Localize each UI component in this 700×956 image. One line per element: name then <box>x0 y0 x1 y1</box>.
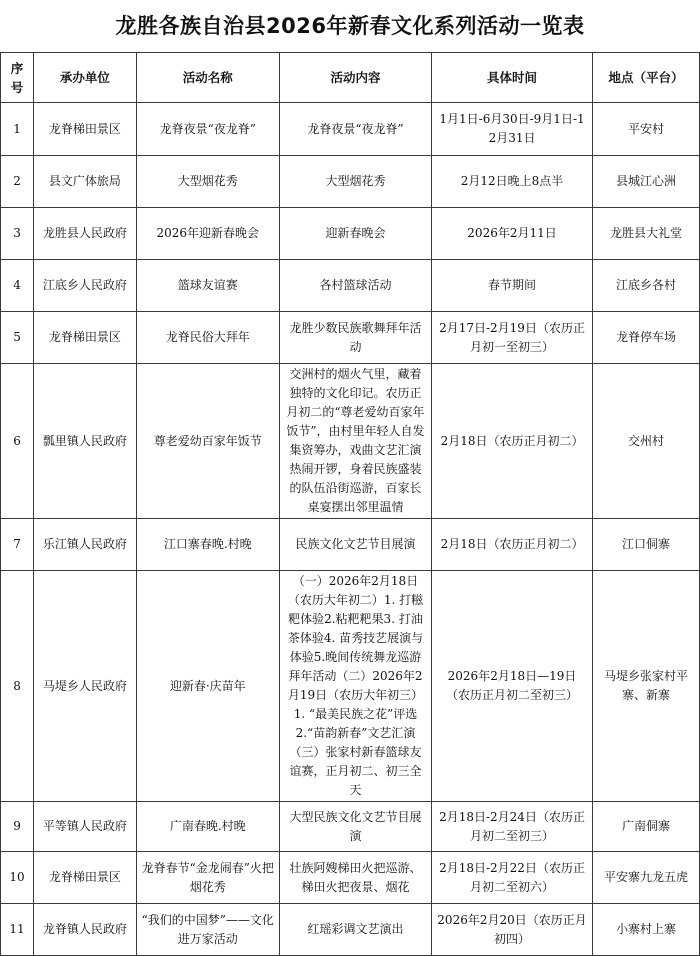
row-time: 2026年2月11日 <box>432 208 593 260</box>
activities-table <box>0 52 700 956</box>
row-time: 2026年2月20日（农历正月初四） <box>432 904 593 956</box>
table-row <box>1 103 700 156</box>
row-time: 2月12日晚上8点半 <box>432 156 593 208</box>
row-name: 迎新春·庆苗年 <box>136 571 279 802</box>
table-row <box>1 519 700 571</box>
row-no: 9 <box>1 802 34 852</box>
row-no: 10 <box>1 852 34 904</box>
row-org: 龙脊镇人民政府 <box>34 904 137 956</box>
row-org: 乐江镇人民政府 <box>34 519 137 571</box>
row-content: 红瑶彩调文艺演出 <box>279 904 431 956</box>
row-content: 民族文化文艺节目展演 <box>279 519 431 571</box>
header-name: 活动名称 <box>136 53 279 103</box>
row-name: 篮球友谊赛 <box>136 260 279 312</box>
header-org: 承办单位 <box>34 53 137 103</box>
row-content: 迎新春晚会 <box>279 208 431 260</box>
table-row <box>1 364 700 519</box>
row-no: 4 <box>1 260 34 312</box>
row-org: 龙胜县人民政府 <box>34 208 137 260</box>
header-content: 活动内容 <box>279 53 431 103</box>
row-org: 龙脊梯田景区 <box>34 312 137 364</box>
row-content: 各村篮球活动 <box>279 260 431 312</box>
row-time: 春节期间 <box>432 260 593 312</box>
table-row <box>1 852 700 904</box>
row-place: 平安寨九龙五虎 <box>593 852 700 904</box>
row-content: 龙脊夜景“夜龙脊” <box>279 103 431 156</box>
row-org: 龙脊梯田景区 <box>34 852 137 904</box>
row-org: 龙脊梯田景区 <box>34 103 137 156</box>
row-place: 小寨村上寨 <box>593 904 700 956</box>
row-no: 5 <box>1 312 34 364</box>
row-org: 马堤乡人民政府 <box>34 571 137 802</box>
header-place: 地点（平台） <box>593 53 700 103</box>
row-place: 江口侗寨 <box>593 519 700 571</box>
row-name: 尊老爱幼百家年饭节 <box>136 364 279 519</box>
header-no: 序号 <box>1 53 34 103</box>
row-name: 龙脊春节“金龙闹春”火把烟花秀 <box>136 852 279 904</box>
row-no: 3 <box>1 208 34 260</box>
row-no: 2 <box>1 156 34 208</box>
row-content: 交洲村的烟火气里，藏着独特的文化印记。农历正月初二的“尊老爱幼百家年饭节”，由村里年轻人自发集资筹办，戏曲文艺汇演热闹开锣，身着民族盛装的队伍沿街巡游，百家长桌宴摆出邻里温情 <box>279 364 431 519</box>
row-content: 大型民族文化文艺节目展演 <box>279 802 431 852</box>
row-time: 2月18日-2月24日（农历正月初二至初三） <box>432 802 593 852</box>
row-content: （一）2026年2月18日（农历大年初二）1. 打糍粑体验2.粘粑粑果3. 打油茶体验4. 苗秀技艺展演与体验5.晚间传统舞龙巡游拜年活动（二）2026年2月19日（农历大年初三）1. “最美民族之花”评选2.“苗韵新春”文艺汇演（三）张家村新春篮球友谊赛，正月初二、初三全天 <box>279 571 431 802</box>
header-time: 具体时间 <box>432 53 593 103</box>
row-name: 广南春晚.村晚 <box>136 802 279 852</box>
table-row <box>1 571 700 802</box>
row-place: 龙脊停车场 <box>593 312 700 364</box>
row-name: 龙脊民俗大拜年 <box>136 312 279 364</box>
row-name: 大型烟花秀 <box>136 156 279 208</box>
row-name: “我们的中国梦”——文化进万家活动 <box>136 904 279 956</box>
row-name: 江口寨春晚.村晚 <box>136 519 279 571</box>
row-time: 2月18日-2月22日（农历正月初二至初六） <box>432 852 593 904</box>
row-no: 7 <box>1 519 34 571</box>
row-org: 江底乡人民政府 <box>34 260 137 312</box>
row-no: 6 <box>1 364 34 519</box>
document-title: 龙胜各族自治县2026年新春文化系列活动一览表 <box>115 14 585 38</box>
table-row <box>1 312 700 364</box>
row-no: 11 <box>1 904 34 956</box>
row-time: 1月1日-6月30日-9月1日-12月31日 <box>432 103 593 156</box>
row-place: 县城江心洲 <box>593 156 700 208</box>
row-place: 龙胜县大礼堂 <box>593 208 700 260</box>
table-row <box>1 156 700 208</box>
row-org: 平等镇人民政府 <box>34 802 137 852</box>
row-org: 县文广体旅局 <box>34 156 137 208</box>
row-no: 8 <box>1 571 34 802</box>
row-place: 平安村 <box>593 103 700 156</box>
table-row <box>1 904 700 956</box>
row-name: 龙脊夜景“夜龙脊” <box>136 103 279 156</box>
table-header-row <box>1 53 700 103</box>
row-content: 壮族阿嫂梯田火把巡游、梯田火把夜景、烟花 <box>279 852 431 904</box>
row-time: 2月18日（农历正月初二） <box>432 519 593 571</box>
row-place: 马堤乡张家村平寨、新寨 <box>593 571 700 802</box>
row-time: 2月18日（农历正月初二） <box>432 364 593 519</box>
row-content: 龙胜少数民族歌舞拜年活动 <box>279 312 431 364</box>
table-row <box>1 260 700 312</box>
row-time: 2026年2月18日—19日（农历正月初二至初三） <box>432 571 593 802</box>
table-row <box>1 802 700 852</box>
row-time: 2月17日-2月19日（农历正月初一至初三） <box>432 312 593 364</box>
row-content: 大型烟花秀 <box>279 156 431 208</box>
row-org: 瓢里镇人民政府 <box>34 364 137 519</box>
row-place: 广南侗寨 <box>593 802 700 852</box>
row-no: 1 <box>1 103 34 156</box>
row-place: 江底乡各村 <box>593 260 700 312</box>
row-place: 交州村 <box>593 364 700 519</box>
table-row <box>1 208 700 260</box>
row-name: 2026年迎新春晚会 <box>136 208 279 260</box>
